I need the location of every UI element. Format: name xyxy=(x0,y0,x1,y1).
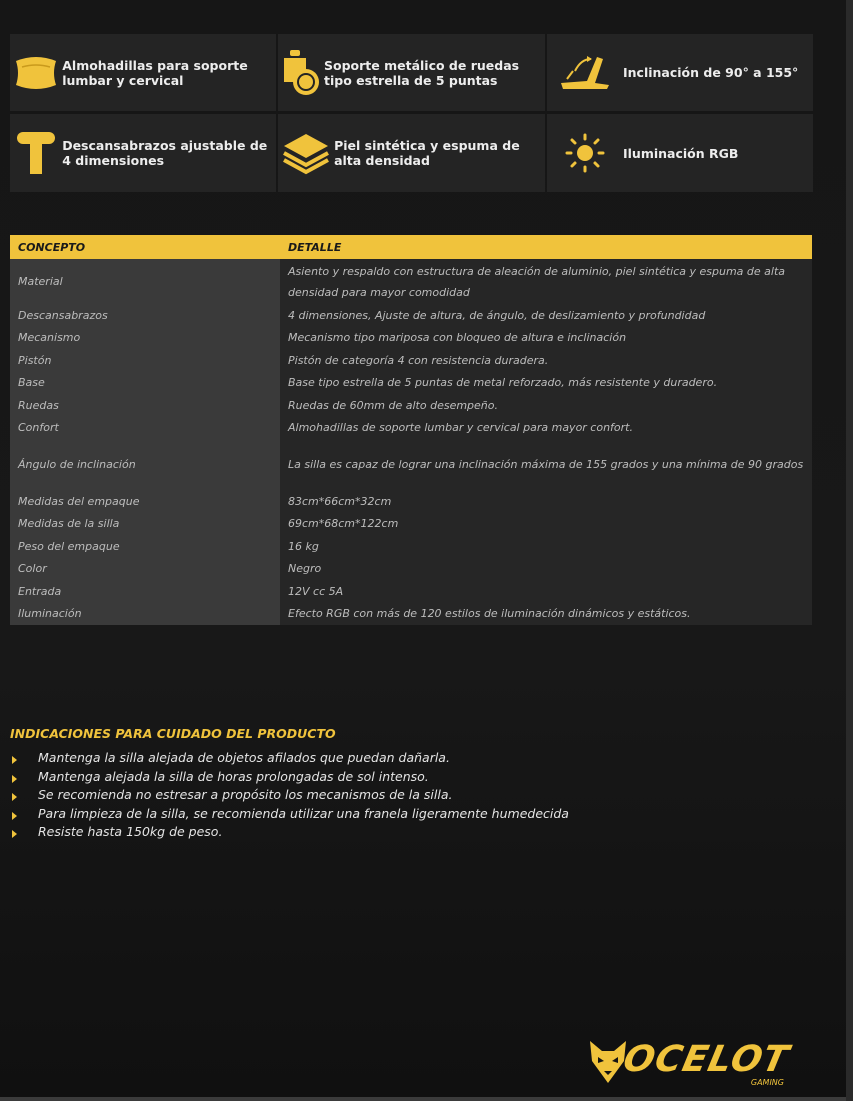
feature-recline xyxy=(547,34,813,111)
detalle-cell: Ruedas de 60mm de alto desempeño. xyxy=(280,394,812,417)
feature-text: Iluminación RGB xyxy=(623,145,739,161)
spec-header-row xyxy=(10,235,812,259)
concepto-cell: Material xyxy=(10,259,280,304)
concepto-cell: Ángulo de inclinación xyxy=(10,439,280,490)
feature-base xyxy=(278,34,545,111)
table-row xyxy=(10,372,812,395)
concepto-cell: Base xyxy=(10,372,280,395)
list-item xyxy=(10,823,569,842)
concepto-cell: Peso del empaque xyxy=(10,535,280,558)
feature-text: Inclinación de 90° a 155° xyxy=(623,65,799,80)
detalle-cell: 16 kg xyxy=(280,535,812,558)
detalle-cell: 12V cc 5A xyxy=(280,580,812,603)
concepto-cell: Descansabrazos xyxy=(10,304,280,327)
care-item-text: Mantenga la silla alejada de objetos afilados que puedan dañarla. xyxy=(38,750,450,765)
detalle-cell: La silla es capaz de lograr una inclinación máxima de 155 grados y una mínima de 90 grados xyxy=(280,439,812,490)
logo-subtitle: GAMING xyxy=(750,1078,784,1087)
table-row xyxy=(10,417,812,440)
table-row xyxy=(10,513,812,536)
table-row xyxy=(10,558,812,581)
bullet-arrow-icon xyxy=(12,756,17,764)
table-row xyxy=(10,603,812,626)
table-row xyxy=(10,580,812,603)
caster-wheel-icon xyxy=(278,48,324,98)
pillow-icon xyxy=(10,55,62,91)
detalle-cell: Negro xyxy=(280,558,812,581)
concepto-cell: Medidas de la silla xyxy=(10,513,280,536)
bullet-arrow-icon xyxy=(12,775,17,783)
bullet-arrow-icon xyxy=(12,793,17,801)
list-item xyxy=(10,805,569,824)
detalle-cell: Mecanismo tipo mariposa con bloqueo de altura e inclinación xyxy=(280,327,812,350)
concepto-cell: Confort xyxy=(10,417,280,440)
column-header-detalle: DETALLE xyxy=(280,235,812,259)
table-row xyxy=(10,490,812,513)
column-header-concepto: CONCEPTO xyxy=(10,235,280,259)
detalle-cell: 69cm*68cm*122cm xyxy=(280,513,812,536)
feature-text: Almohadillas para soporte lumbar y cervical xyxy=(62,57,248,88)
detalle-cell: 83cm*66cm*32cm xyxy=(280,490,812,513)
bottom-divider xyxy=(0,1097,853,1101)
detalle-cell: Base tipo estrella de 5 puntas de metal reforzado, más resistente y duradero. xyxy=(280,372,812,395)
table-row xyxy=(10,327,812,350)
care-item-text: Mantenga alejada la silla de horas prolongadas de sol intenso. xyxy=(38,768,429,784)
detalle-cell: Pistón de categoría 4 con resistencia duradera. xyxy=(280,349,812,372)
bullet-arrow-icon xyxy=(12,812,17,820)
concepto-cell: Entrada xyxy=(10,580,280,603)
layers-icon xyxy=(278,130,334,176)
concepto-cell: Mecanismo xyxy=(10,327,280,350)
detalle-cell: Efecto RGB con más de 120 estilos de iluminación dinámicos y estáticos. xyxy=(280,603,812,626)
armrest-icon xyxy=(10,130,62,176)
care-item-text: Para limpieza de la silla, se recomienda utilizar una franela ligeramente humedecida xyxy=(38,805,569,821)
table-row xyxy=(10,439,812,490)
sun-light-icon xyxy=(547,133,623,173)
care-title: INDICACIONES PARA CUIDADO DEL PRODUCTO xyxy=(10,726,336,741)
feature-text: Soporte metálico de ruedas tipo estrella de 5 puntas xyxy=(324,57,520,88)
table-row xyxy=(10,535,812,558)
table-row xyxy=(10,349,812,372)
concepto-cell: Iluminación xyxy=(10,603,280,626)
spec-table xyxy=(10,235,812,625)
list-item xyxy=(10,749,569,768)
logo-wordmark: OCELOT xyxy=(619,1039,793,1080)
ocelot-logo xyxy=(588,1037,812,1089)
recline-chair-icon xyxy=(547,53,623,93)
concepto-cell: Color xyxy=(10,558,280,581)
table-row xyxy=(10,304,812,327)
concepto-cell: Ruedas xyxy=(10,394,280,417)
feature-armrest xyxy=(10,114,276,192)
care-item-text: Resiste hasta 150kg de peso. xyxy=(38,824,223,839)
care-item-text: Se recomienda no estresar a propósito los mecanismos de la silla. xyxy=(38,787,453,802)
detalle-cell: Asiento y respaldo con estructura de aleación de aluminio, piel sintética y espuma de alta densidad para mayor comodidad xyxy=(280,259,812,304)
features-grid xyxy=(10,34,812,192)
concepto-cell: Pistón xyxy=(10,349,280,372)
concepto-cell: Medidas del empaque xyxy=(10,490,280,513)
bullet-arrow-icon xyxy=(12,830,17,838)
feature-text: Descansabrazos ajustable de 4 dimensiones xyxy=(62,138,268,168)
feature-text: Piel sintética y espuma de alta densidad xyxy=(334,138,520,168)
list-item xyxy=(10,768,569,787)
feature-material xyxy=(278,114,545,192)
table-row xyxy=(10,394,812,417)
table-row xyxy=(10,259,812,304)
detalle-cell: 4 dimensiones, Ajuste de altura, de ángulo, de deslizamiento y profundidad xyxy=(280,304,812,327)
feature-rgb xyxy=(547,114,813,192)
care-list xyxy=(10,749,569,842)
detalle-cell: Almohadillas de soporte lumbar y cervical para mayor confort. xyxy=(280,417,812,440)
list-item xyxy=(10,786,569,805)
feature-lumbar xyxy=(10,34,276,111)
